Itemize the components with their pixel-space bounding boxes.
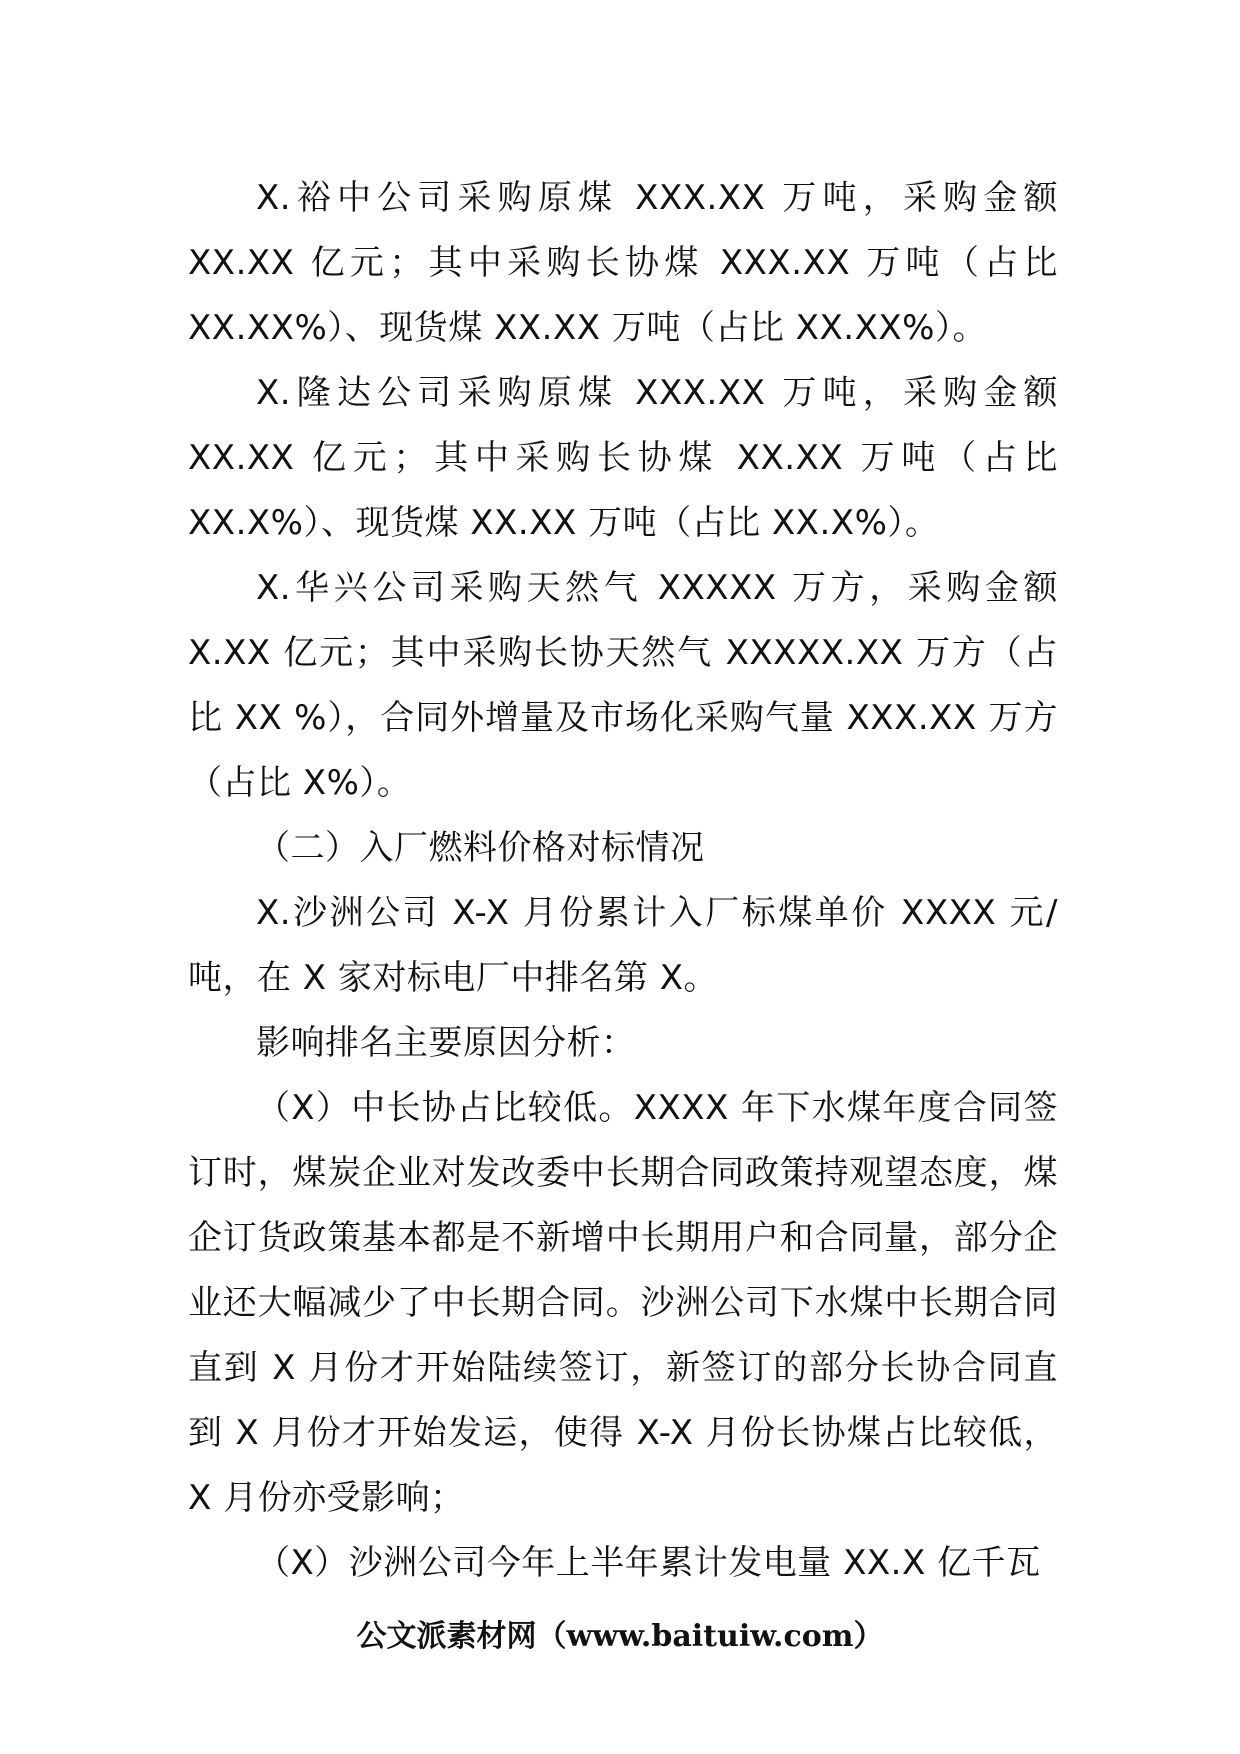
paragraph-shazhou-price: X.沙洲公司 X-X 月份累计入厂标煤单价 XXXX 元/吨，在 X 家对标电厂中排名第 X。 [188, 893, 1058, 998]
paragraph-yuzhong-coal: X.裕中公司采购原煤 XXX.XX 万吨，采购金额 XX.XX 亿元；其中采购长协煤 XXX.XX 万吨（占比 XX.XX%）、现货煤 XX.XX 万吨（占比 XX.XX%）。 [188, 178, 1058, 348]
paragraph-analysis-intro: 影响排名主要原因分析： [256, 1023, 636, 1063]
footer-watermark: 公文派素材网（www.baituiw.com） [356, 1619, 884, 1654]
paragraph-huaxing-gas: X.华兴公司采购天然气 XXXXX 万方，采购金额 X.XX 亿元；其中采购长协天然气 XXXXX.XX 万方（占比 XX %），合同外增量及市场化采购气量 XXX.XX 万方（占比 X%）。 [188, 568, 1058, 803]
paragraph-longda-coal: X.隆达公司采购原煤 XXX.XX 万吨，采购金额 XX.XX 亿元；其中采购长协煤 XX.XX 万吨（占比 XX.X%）、现货煤 XX.XX 万吨（占比 XX.X%）。 [188, 373, 1058, 543]
section-heading-fuel-price: （二）入厂燃料价格对标情况 [256, 828, 705, 868]
paragraph-reason-1: （X）中长协占比较低。XXXX 年下水煤年度合同签订时，煤炭企业对发改委中长期合同政策持观望态度，煤企订货政策基本都是不新增中长期用户和合同量，部分企业还大幅减少了中长期合同。沙洲公司下水煤中长期合同直到 X 月份才开始陆续签订，新签订的部分长协合同直到 X 月份才开始发运，使得 X-X 月份长协煤占比较低，X 月份亦受影响； [188, 1088, 1058, 1518]
paragraph-reason-2: （X）沙洲公司今年上半年累计发电量 XX.X 亿千瓦 [256, 1543, 1041, 1583]
document-body [188, 166, 1058, 1596]
